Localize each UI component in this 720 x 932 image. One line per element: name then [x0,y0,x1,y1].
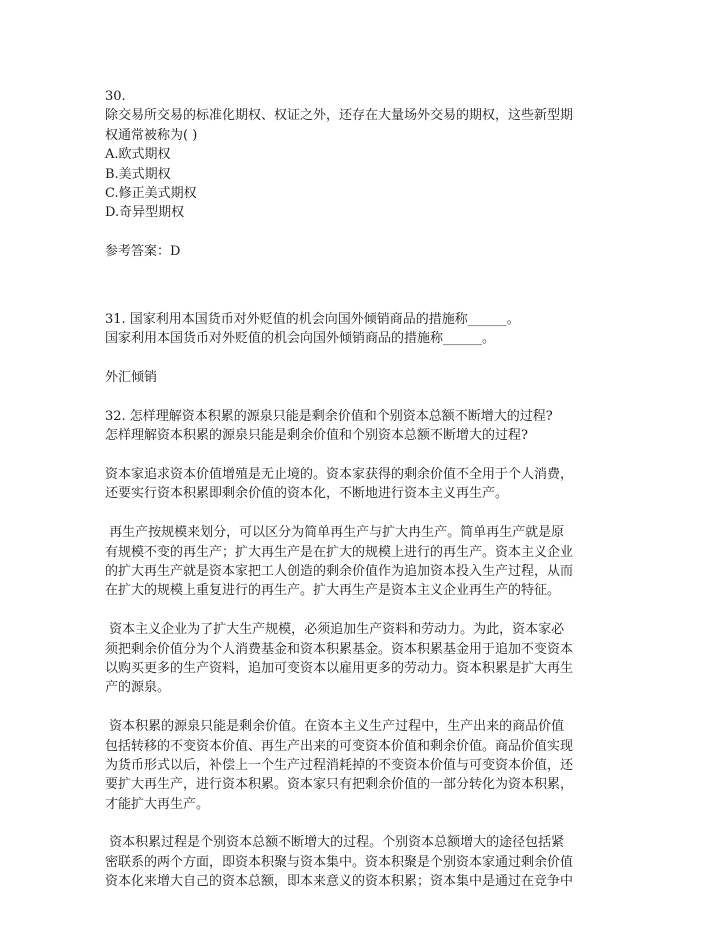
answer-paragraph [105,717,625,814]
paragraph-line: 资本积累过程是个别资本总额不断增大的过程。个别资本总额增大的途径包括紧 [105,835,565,851]
question-32 [105,407,625,892]
paragraph-line: 资本主义企业为了扩大生产规模，必须追加生产资料和劳动力。为此，资本家必 [105,622,565,638]
option-c: C.修正美式期权 [105,185,197,201]
question-repeat: 怎样理解资本积累的源泉只能是剩余价值和个别资本总额不断增大的过程? [105,428,528,444]
question-title: 31. 国家利用本国货币对外贬值的机会向国外倾销商品的措施称______。 [105,311,520,327]
paragraph-line: 才能扩大再生产。 [105,796,210,812]
answer-text: 外汇倾销 [105,370,158,386]
answer-paragraph [105,465,625,504]
question-number: 30. [105,89,126,104]
paragraph-line: 有规模不变的再生产；扩大再生产是在扩大的规模上进行的再生产。资本主义企业 [105,544,574,560]
question-30 [105,87,625,262]
paragraph-line: 密联系的两个方面，即资本积聚与资本集中。资本积聚是个别资本家通过剩余价值 [105,854,574,870]
question-31 [105,310,625,388]
document-content [105,87,625,892]
paragraph-line: 为货币形式以后，补偿上一个生产过程消耗掉的不变资本价值与可变资本价值，还 [105,757,574,773]
paragraph-line: 要扩大再生产，进行资本积累。资本家只有把剩余价值的一部分转化为资本积累， [105,777,574,793]
paragraph-line: 产的源泉。 [105,680,171,696]
question-title: 32. 怎样理解资本积累的源泉只能是剩余价值和个别资本总额不断增大的过程? [105,408,553,424]
answer-paragraph [105,620,625,698]
question-text-line: 权通常被称为( ) [105,127,198,143]
paragraph-line: 再生产按规模来划分，可以区分为简单再生产与扩大冉生产。简单再生产就是原 [105,525,565,541]
paragraph-line: 的扩大再生产就是资本家把工人创造的剩余价值作为追加资本投入生产过程，从而 [105,563,574,579]
question-text-line: 除交易所交易的标准化期权、权证之外，还存在大量场外交易的期权，这些新型期 [105,108,574,124]
paragraph-line: 在扩大的规模上重复进行的再生产。扩大再生产是资本主义企业再生产的特征。 [105,583,561,599]
paragraph-line: 资本化来增大自己的资本总额，即本来意义的资本积累；资本集中是通过在竞争中 [105,874,574,890]
question-repeat: 国家利用本国货币对外贬值的机会向国外倾销商品的措施称______。 [105,331,496,347]
paragraph-line: 以购买更多的生产资料，追加可变资本以雇用更多的劳动力。资本积累是扩大再生 [105,660,574,676]
paragraph-line: 包括转移的不变资本价值、再生产出来的可变资本价值和剩余价值。商品价值实现 [105,738,574,754]
option-b: B.美式期权 [105,166,171,182]
paragraph-line: 资本家追求资本价值增殖是无止境的。资本家获得的剩余价值不全用于个人消费， [105,467,574,483]
option-a: A.欧式期权 [105,147,171,163]
paragraph-line: 还要实行资本积累即剩余价值的资本化，不断地进行资本主义再生产。 [105,486,509,502]
reference-answer: 参考答案：D [105,244,181,260]
answer-paragraph [105,833,625,891]
paragraph-line: 资本积累的源泉只能是剩余价值。在资本主义生产过程中，生产出来的商品价值 [105,719,565,735]
answer-paragraph [105,523,625,601]
paragraph-line: 须把剩余价值分为个人消费基金和资本积累基金。资本积累基金用于追加不变资本 [105,641,574,657]
option-d: D.奇异型期权 [105,205,185,221]
